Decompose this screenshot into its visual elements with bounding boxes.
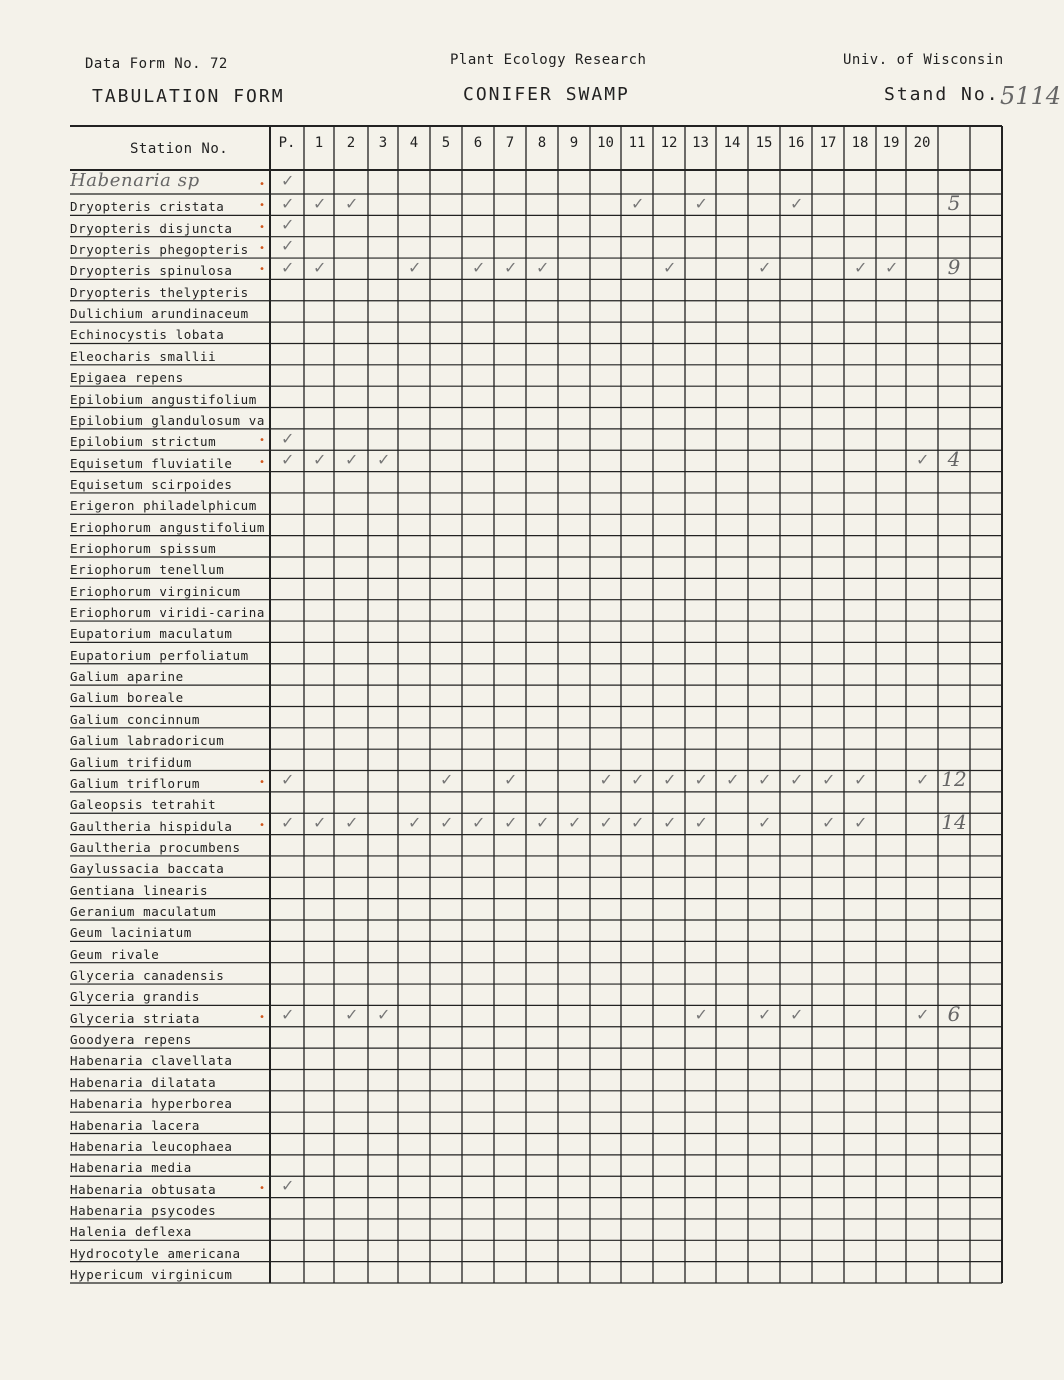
species-name: Eriophorum tenellum bbox=[70, 562, 225, 578]
check-mark-icon: ✓ bbox=[694, 193, 708, 213]
species-name: Galium triflorum bbox=[70, 775, 201, 791]
check-mark-icon: ✓ bbox=[758, 1005, 772, 1025]
species-name: Galeopsis tetrahit bbox=[70, 797, 217, 813]
red-pencil-mark-icon: • bbox=[259, 776, 266, 788]
column-header: 20 bbox=[913, 135, 931, 151]
check-mark-icon: ✓ bbox=[345, 449, 359, 469]
species-name: Epilobium angustifolium bbox=[70, 391, 257, 407]
species-name: Dryopteris phegopteris bbox=[70, 242, 249, 258]
species-name: Galium trifidum bbox=[70, 754, 192, 770]
column-header: 12 bbox=[660, 135, 678, 151]
stand-label: Stand No. bbox=[884, 84, 1000, 105]
check-mark-icon: ✓ bbox=[663, 257, 677, 277]
check-mark-icon: ✓ bbox=[790, 770, 804, 790]
check-mark-icon: ✓ bbox=[694, 770, 708, 790]
species-name: Geum laciniatum bbox=[70, 925, 192, 941]
species-name: Glyceria grandis bbox=[70, 989, 201, 1005]
column-header: 11 bbox=[628, 135, 646, 151]
species-name: Habenaria hyperborea bbox=[70, 1096, 233, 1112]
red-pencil-mark-icon: • bbox=[259, 221, 266, 233]
check-mark-icon: ✓ bbox=[472, 257, 486, 277]
check-mark-icon: ✓ bbox=[916, 1005, 930, 1025]
check-mark-icon: ✓ bbox=[599, 812, 613, 832]
species-name: Habenaria sp bbox=[70, 170, 200, 191]
check-mark-icon: ✓ bbox=[281, 171, 295, 190]
red-pencil-mark-icon: • bbox=[259, 1182, 266, 1194]
check-mark-icon: ✓ bbox=[440, 770, 454, 790]
species-name: Habenaria obtusata bbox=[70, 1181, 217, 1197]
species-name: Hypericum virginicum bbox=[70, 1267, 233, 1282]
check-mark-icon: ✓ bbox=[694, 812, 708, 832]
check-mark-icon: ✓ bbox=[345, 812, 359, 832]
column-header: 17 bbox=[819, 135, 837, 151]
check-mark-icon: ✓ bbox=[281, 236, 295, 256]
species-name: Gentiana linearis bbox=[70, 882, 209, 898]
check-mark-icon: ✓ bbox=[822, 770, 836, 790]
row-total: 12 bbox=[941, 767, 967, 792]
column-header: 18 bbox=[851, 135, 869, 151]
check-mark-icon: ✓ bbox=[440, 812, 454, 832]
species-name: Dryopteris thelypteris bbox=[70, 284, 249, 300]
check-mark-icon: ✓ bbox=[281, 770, 295, 790]
species-name: Gaultheria hispidula bbox=[70, 818, 233, 834]
column-header: 8 bbox=[537, 135, 547, 151]
check-mark-icon: ✓ bbox=[790, 1005, 804, 1025]
check-mark-icon: ✓ bbox=[408, 812, 422, 832]
check-mark-icon: ✓ bbox=[313, 193, 327, 213]
species-name: Gaultheria procumbens bbox=[70, 839, 241, 855]
column-header: 14 bbox=[723, 135, 741, 151]
check-mark-icon: ✓ bbox=[281, 428, 295, 448]
species-name: Goodyera repens bbox=[70, 1032, 192, 1048]
species-name: Epilobium glandulosum va bbox=[70, 412, 266, 428]
form-title: TABULATION FORM bbox=[92, 86, 285, 107]
row-total: 9 bbox=[947, 254, 961, 279]
check-mark-icon: ✓ bbox=[631, 193, 645, 213]
species-name: Habenaria dilatata bbox=[70, 1074, 217, 1090]
species-name: Geranium maculatum bbox=[70, 904, 217, 919]
check-mark-icon: ✓ bbox=[281, 812, 295, 832]
column-header: 16 bbox=[787, 135, 805, 151]
species-name: Dryopteris cristata bbox=[70, 199, 225, 215]
row-total: 14 bbox=[941, 809, 967, 834]
red-pencil-mark-icon: • bbox=[259, 1011, 266, 1023]
species-name: Epigaea repens bbox=[70, 370, 184, 386]
column-header: 2 bbox=[346, 135, 356, 151]
check-mark-icon: ✓ bbox=[694, 1005, 708, 1025]
species-name: Echinocystis lobata bbox=[70, 327, 225, 343]
species-name: Eleocharis smallii bbox=[70, 348, 217, 364]
check-mark-icon: ✓ bbox=[345, 193, 359, 213]
red-pencil-mark-icon: • bbox=[259, 819, 266, 831]
check-mark-icon: ✓ bbox=[408, 257, 422, 277]
check-mark-icon: ✓ bbox=[663, 812, 677, 832]
check-mark-icon: ✓ bbox=[536, 257, 550, 277]
red-pencil-mark-icon: • bbox=[259, 243, 266, 255]
check-mark-icon: ✓ bbox=[281, 449, 295, 469]
column-header: 13 bbox=[692, 135, 709, 151]
red-pencil-mark-icon: • bbox=[259, 179, 266, 190]
red-pencil-mark-icon: • bbox=[259, 456, 266, 468]
check-mark-icon: ✓ bbox=[854, 770, 868, 790]
column-header: 7 bbox=[505, 135, 515, 151]
species-name: Habenaria media bbox=[70, 1160, 192, 1176]
check-mark-icon: ✓ bbox=[345, 1005, 359, 1025]
check-mark-icon: ✓ bbox=[758, 257, 772, 277]
species-name: Erigeron philadelphicum bbox=[70, 498, 257, 514]
species-name: Galium concinnum bbox=[70, 711, 201, 727]
check-mark-icon: ✓ bbox=[758, 770, 772, 790]
community-title: CONIFER SWAMP bbox=[463, 84, 630, 105]
species-name: Habenaria leucophaea bbox=[70, 1138, 233, 1154]
species-name: Dulichium arundinaceum bbox=[70, 306, 249, 322]
species-name: Gaylussacia baccata bbox=[70, 861, 225, 877]
species-name: Eriophorum virginicum bbox=[70, 583, 241, 599]
check-mark-icon: ✓ bbox=[916, 770, 930, 790]
column-header: 4 bbox=[409, 135, 419, 151]
check-mark-icon: ✓ bbox=[758, 812, 772, 832]
red-pencil-mark-icon: • bbox=[259, 264, 266, 276]
check-mark-icon: ✓ bbox=[726, 770, 740, 790]
column-header: 3 bbox=[378, 135, 388, 151]
row-total: 4 bbox=[947, 446, 961, 471]
check-mark-icon: ✓ bbox=[281, 257, 295, 277]
column-header: 19 bbox=[882, 135, 900, 151]
species-name: Dryopteris disjuncta bbox=[70, 220, 233, 236]
species-name: Hydrocotyle americana bbox=[70, 1245, 241, 1261]
institution: Univ. of Wisconsin bbox=[843, 52, 1004, 68]
check-mark-icon: ✓ bbox=[313, 812, 327, 832]
check-mark-icon: ✓ bbox=[504, 812, 518, 832]
species-name: Galium aparine bbox=[70, 669, 184, 685]
species-name: Dryopteris spinulosa bbox=[70, 263, 233, 279]
species-name: Epilobium strictum bbox=[70, 434, 217, 450]
species-name: Habenaria lacera bbox=[70, 1117, 201, 1133]
check-mark-icon: ✓ bbox=[504, 770, 518, 790]
check-mark-icon: ✓ bbox=[281, 193, 295, 213]
check-mark-icon: ✓ bbox=[663, 770, 677, 790]
project-name: Plant Ecology Research bbox=[450, 52, 647, 68]
column-header: 6 bbox=[473, 135, 483, 151]
check-mark-icon: ✓ bbox=[377, 449, 391, 469]
column-header: 1 bbox=[314, 135, 324, 151]
check-mark-icon: ✓ bbox=[568, 812, 582, 832]
check-mark-icon: ✓ bbox=[631, 770, 645, 790]
row-total: 5 bbox=[947, 190, 961, 215]
row-total: 6 bbox=[947, 1002, 961, 1027]
species-name: Eupatorium perfoliatum bbox=[70, 647, 249, 663]
column-header: P. bbox=[278, 135, 296, 151]
species-name: Halenia deflexa bbox=[70, 1224, 192, 1240]
species-name: Equisetum scirpoides bbox=[70, 476, 233, 492]
species-name: Glyceria striata bbox=[70, 1010, 201, 1026]
species-name: Eriophorum spissum bbox=[70, 541, 217, 556]
check-mark-icon: ✓ bbox=[313, 449, 327, 469]
check-mark-icon: ✓ bbox=[599, 770, 613, 790]
check-mark-icon: ✓ bbox=[885, 257, 899, 277]
species-name: Eriophorum angustifolium bbox=[70, 519, 266, 535]
species-name: Galium boreale bbox=[70, 690, 184, 706]
check-mark-icon: ✓ bbox=[854, 812, 868, 832]
species-name: Eupatorium maculatum bbox=[70, 626, 233, 642]
check-mark-icon: ✓ bbox=[536, 812, 550, 832]
species-name: Glyceria canadensis bbox=[70, 968, 225, 984]
station-number-header: Station No. bbox=[130, 141, 229, 157]
check-mark-icon: ✓ bbox=[790, 193, 804, 213]
check-mark-icon: ✓ bbox=[822, 812, 836, 832]
check-mark-icon: ✓ bbox=[281, 1175, 295, 1195]
species-name: Habenaria psycodes bbox=[70, 1202, 217, 1218]
species-name: Galium labradoricum bbox=[70, 733, 225, 749]
check-mark-icon: ✓ bbox=[281, 1005, 295, 1025]
red-pencil-mark-icon: • bbox=[259, 435, 266, 447]
check-mark-icon: ✓ bbox=[377, 1005, 391, 1025]
check-mark-icon: ✓ bbox=[504, 257, 518, 277]
stand-number: 5114 bbox=[1000, 82, 1062, 110]
check-mark-icon: ✓ bbox=[916, 449, 930, 469]
check-mark-icon: ✓ bbox=[472, 812, 486, 832]
check-mark-icon: ✓ bbox=[631, 812, 645, 832]
species-name: Eriophorum viridi-carina bbox=[70, 605, 266, 621]
species-name: Geum rivale bbox=[70, 946, 160, 962]
column-header: 5 bbox=[441, 135, 451, 151]
check-mark-icon: ✓ bbox=[313, 257, 327, 277]
form-number: Data Form No. 72 bbox=[85, 56, 228, 72]
species-name: Habenaria clavellata bbox=[70, 1053, 233, 1069]
column-header: 10 bbox=[597, 135, 614, 151]
column-header: 9 bbox=[569, 135, 579, 151]
check-mark-icon: ✓ bbox=[854, 257, 868, 277]
column-header: 15 bbox=[755, 135, 773, 151]
species-name: Equisetum fluviatile bbox=[70, 455, 233, 471]
check-mark-icon: ✓ bbox=[281, 215, 295, 235]
red-pencil-mark-icon: • bbox=[259, 200, 266, 212]
